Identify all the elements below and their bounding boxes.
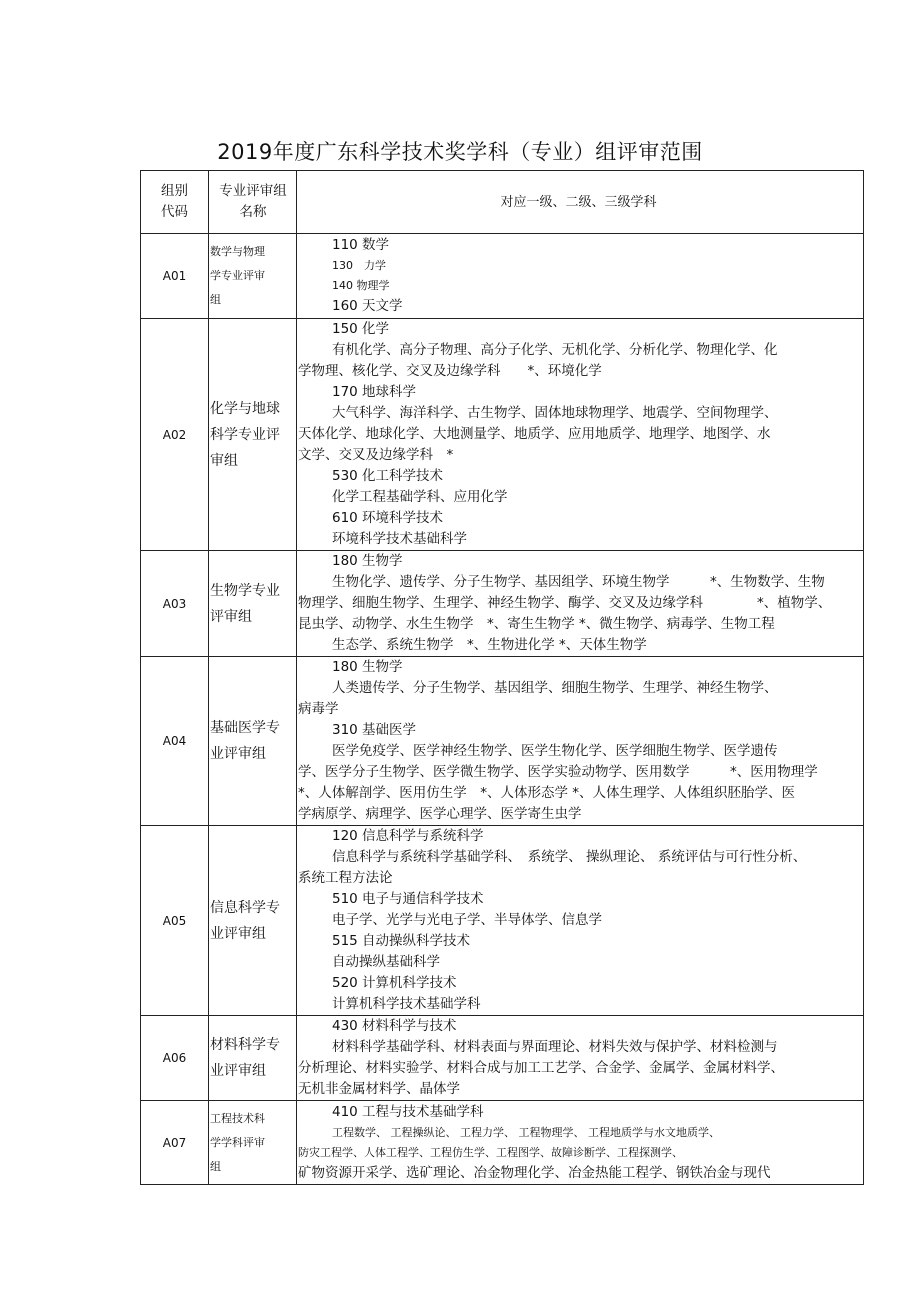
group-name: 信息科学专 业评审组 bbox=[209, 826, 297, 1016]
subject-list: 150 化学 有机化学、高分子物理、高分子化学、无机化学、分析化学、物理化学、化 学物理、核化学、交叉及边缘学科 *、环境化学 170 地球科学 大气科学、海洋科学、古生物学、固体地球物理学、地震学、空间物理学、 天体化学、地球化学、大地测量学、地质学、应用地质学、地理学、地图学、水 文学、交叉及边缘学科 * 530 化工科学技术 化学工程基础学科、应用化学 610 环境科学技术 环境科学技术基础科学 bbox=[297, 319, 864, 551]
review-scope-table bbox=[140, 170, 864, 1185]
group-code: A01 bbox=[141, 234, 209, 319]
table-row bbox=[141, 1101, 864, 1185]
group-code: A06 bbox=[141, 1016, 209, 1101]
group-name: 材料科学专 业评审组 bbox=[209, 1016, 297, 1101]
group-code: A07 bbox=[141, 1101, 209, 1185]
group-name: 工程技术科 学学科评审 组 bbox=[209, 1101, 297, 1185]
subject-list: 180 生物学 人类遗传学、分子生物学、基因组学、细胞生物学、生理学、神经生物学、 病毒学 310 基础医学 医学免疫学、医学神经生物学、医学生物化学、医学细胞生物学、医学遗传 学、医学分子生物学、医学微生物学、医学实验动物学、医用数学 *、医用物理学 *、人体解剖学、医用仿生学 *、人体形态学 *、人体生理学、人体组织胚胎学、医 学病原学、病理学、医学心理学、医学寄生虫学 bbox=[297, 657, 864, 826]
group-code: A02 bbox=[141, 319, 209, 551]
table-row bbox=[141, 657, 864, 826]
page-title: 2019年度广东科学技术奖学科（专业）组评审范围 bbox=[217, 140, 703, 164]
group-name: 生物学专业 评审组 bbox=[209, 551, 297, 657]
table-header-row bbox=[141, 171, 864, 234]
subject-list: 110 数学 130 力学 140 物理学 160 天文学 bbox=[297, 234, 864, 319]
group-code: A03 bbox=[141, 551, 209, 657]
subject-list: 120 信息科学与系统科学 信息科学与系统科学基础学科、 系统学、 操纵理论、 系统评估与可行性分析、 系统工程方法论 510 电子与通信科学技术 电子学、光学与光电子学、半导体学、信息学 515 自动操纵科学技术 自动操纵基础科学 520 计算机科学技术 计算机科学技术基础学科 bbox=[297, 826, 864, 1016]
group-name: 基础医学专 业评审组 bbox=[209, 657, 297, 826]
subject-list: 430 材料科学与技术 材料科学基础学科、材料表面与界面理论、材料失效与保护学、材料检测与 分析理论、材料实验学、材料合成与加工工艺学、合金学、金属学、金属材料学、 无机非金属材料学、晶体学 bbox=[297, 1016, 864, 1101]
table-row bbox=[141, 319, 864, 551]
group-name: 数学与物理 学专业评审 组 bbox=[209, 234, 297, 319]
table-row bbox=[141, 234, 864, 319]
table-row bbox=[141, 1016, 864, 1101]
subject-list: 180 生物学 生物化学、遗传学、分子生物学、基因组学、环境生物学 *、生物数学、生物 物理学、细胞生物学、生理学、神经生物学、酶学、交叉及边缘学科 *、植物学、 昆虫学、动物学、水生生物学 *、寄生生物学 *、微生物学、病毒学、生物工程 生态学、系统生物学 *、生物进化学 *、天体生物学 bbox=[297, 551, 864, 657]
group-code: A04 bbox=[141, 657, 209, 826]
group-name: 化学与地球 科学专业评 审组 bbox=[209, 319, 297, 551]
subject-list: 410 工程与技术基础学科 工程数学、 工程操纵论、 工程力学、 工程物理学、 工程地质学与水文地质学、 防灾工程学、人体工程学、工程仿生学、工程图学、故障诊断学、工程探测学、 矿物资源开采学、选矿理论、冶金物理化学、冶金热能工程学、钢铁冶金与现代 bbox=[297, 1101, 864, 1185]
table-row bbox=[141, 551, 864, 657]
group-code: A05 bbox=[141, 826, 209, 1016]
header-subjects: 对应一级、二级、三级学科 bbox=[297, 171, 864, 234]
table-row bbox=[141, 826, 864, 1016]
header-group-code: 组别 代码 bbox=[141, 171, 209, 234]
header-group-name: 专业评审组 名称 bbox=[209, 171, 297, 234]
